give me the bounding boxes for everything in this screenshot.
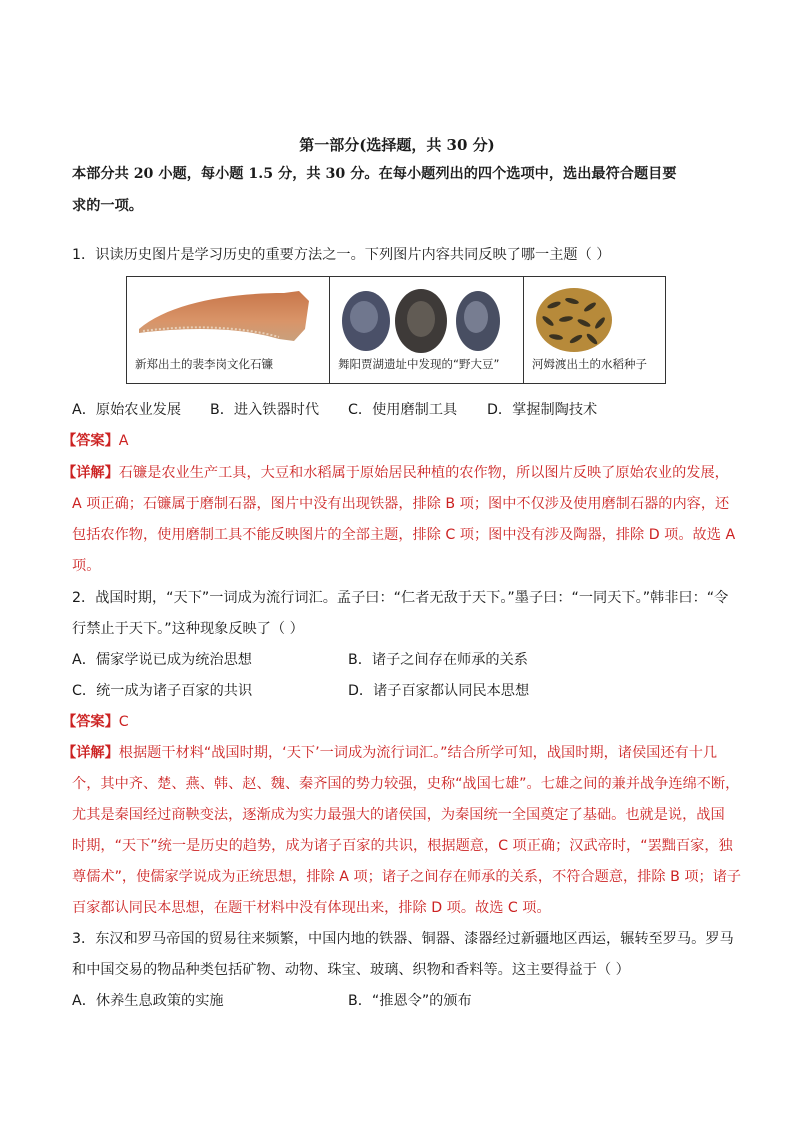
q1-image-caption-2: 舞阳贾湖遗址中发现的“野大豆” <box>338 357 500 371</box>
rice-seeds-image <box>534 287 614 353</box>
q1-option-b: B．进入铁器时代 <box>210 402 320 418</box>
q2-answer-label: 【答案】 <box>62 714 119 730</box>
q2-option-c: C．统一成为诸子百家的共识 <box>72 683 253 699</box>
q1-image-caption-1: 新郑出土的裴李岗文化石镰 <box>135 357 273 371</box>
q1-detail-text-1: 石镰是农业生产工具，大豆和水稻属于原始居民种植的农作物，所以图片反映了原始农业的发展， <box>118 465 729 481</box>
q1-image-caption-3: 河姆渡出土的水稻种子 <box>532 357 647 371</box>
q1-answer-value: A <box>118 433 129 449</box>
instructions-line-2: 求的一项。 <box>72 198 143 214</box>
q2-detail-line-6: 百家都认同民本思想，在题干材料中没有体现出来，排除 D 项。故选 C 项。 <box>72 900 551 916</box>
q1-image-cell-1 <box>127 277 329 383</box>
q1-detail-line-4: 项。 <box>72 558 101 574</box>
q2-stem-line-1: 2．战国时期，“天下”一词成为流行词汇。孟子曰：“仁者无敌于天下。”墨子曰：“一同天下。”韩非曰：“令 <box>72 590 729 606</box>
q2-detail-line-5: 尊儒术”，使儒家学说成为正统思想，排除 A 项；诸子之间存在师承的关系，不符合题意，排除 B 项；诸子 <box>72 869 742 885</box>
q1-image-cell-2 <box>329 277 523 383</box>
q2-answer-value: C <box>118 714 129 730</box>
q1-image-table <box>126 276 666 384</box>
section-title: 第一部分(选择题，共 30 分) <box>299 136 495 154</box>
q1-detail-line-3: 包括农作物，使用磨制工具不能反映图片的全部主题，排除 C 项；图中没有涉及陶器，排除 D 项。故选 A <box>72 527 736 543</box>
q1-detail-line-2: A 项正确；石镰属于磨制石器，图片中没有出现铁器，排除 B 项；图中不仅涉及使用磨制石器的内容，还 <box>72 496 730 512</box>
q1-option-c: C．使用磨制工具 <box>348 402 458 418</box>
q3-stem-line-2: 和中国交易的物品种类包括矿物、动物、珠宝、玻璃、织物和香料等。这主要得益于（ ） <box>72 962 630 978</box>
q1-image-cell-3 <box>523 277 665 383</box>
q1-option-d: D．掌握制陶技术 <box>487 402 598 418</box>
q1-detail-line-1 <box>62 463 729 483</box>
q2-stem-line-2: 行禁止于天下。”这种现象反映了（ ） <box>72 621 304 637</box>
instructions-line-1: 本部分共 20 小题，每小题 1.5 分，共 30 分。在每小题列出的四个选项中，选出最符合题目要 <box>72 166 677 182</box>
q2-detail-label: 【详解】 <box>62 745 119 761</box>
q2-option-b: B．诸子之间存在师承的关系 <box>348 652 528 668</box>
q2-detail-line-2: 个，其中齐、楚、燕、韩、赵、魏、秦齐国的势力较强，史称“战国七雄”。七雄之间的兼并战争连绵不断， <box>72 776 740 792</box>
q3-stem-line-1: 3．东汉和罗马帝国的贸易往来频繁，中国内地的铁器、铜器、漆器经过新疆地区西运，辗转至罗马。罗马 <box>72 931 734 947</box>
wild-soybean-image <box>336 283 516 355</box>
q2-detail-line-1 <box>62 743 717 763</box>
q3-option-a: A．休养生息政策的实施 <box>72 993 224 1009</box>
q1-option-a: A．原始农业发展 <box>72 402 182 418</box>
q3-option-b: B．“推恩令”的颁布 <box>348 993 472 1009</box>
stone-sickle-image <box>129 281 329 351</box>
q1-answer-label: 【答案】 <box>62 433 119 449</box>
q1-stem: 1．识读历史图片是学习历史的重要方法之一。下列图片内容共同反映了哪一主题（ ） <box>72 247 611 263</box>
q1-detail-label: 【详解】 <box>62 465 119 481</box>
q2-answer <box>62 712 129 732</box>
q2-option-d: D．诸子百家都认同民本思想 <box>348 683 530 699</box>
q2-option-a: A．儒家学说已成为统治思想 <box>72 652 252 668</box>
q2-detail-text-1: 根据题干材料“战国时期，‘天下’一词成为流行词汇。”结合所学可知，战国时期，诸侯国还有十几 <box>118 745 718 761</box>
q2-detail-line-4: 时期，“天下”统一是历史的趋势，成为诸子百家的共识，根据题意，C 项正确；汉武帝时，“罢黜百家，独 <box>72 838 733 854</box>
q2-detail-line-3: 尤其是秦国经过商鞅变法，逐渐成为实力最强大的诸侯国，为秦国统一全国奠定了基础。也就是说，战国 <box>72 807 725 823</box>
q1-answer <box>62 431 128 451</box>
